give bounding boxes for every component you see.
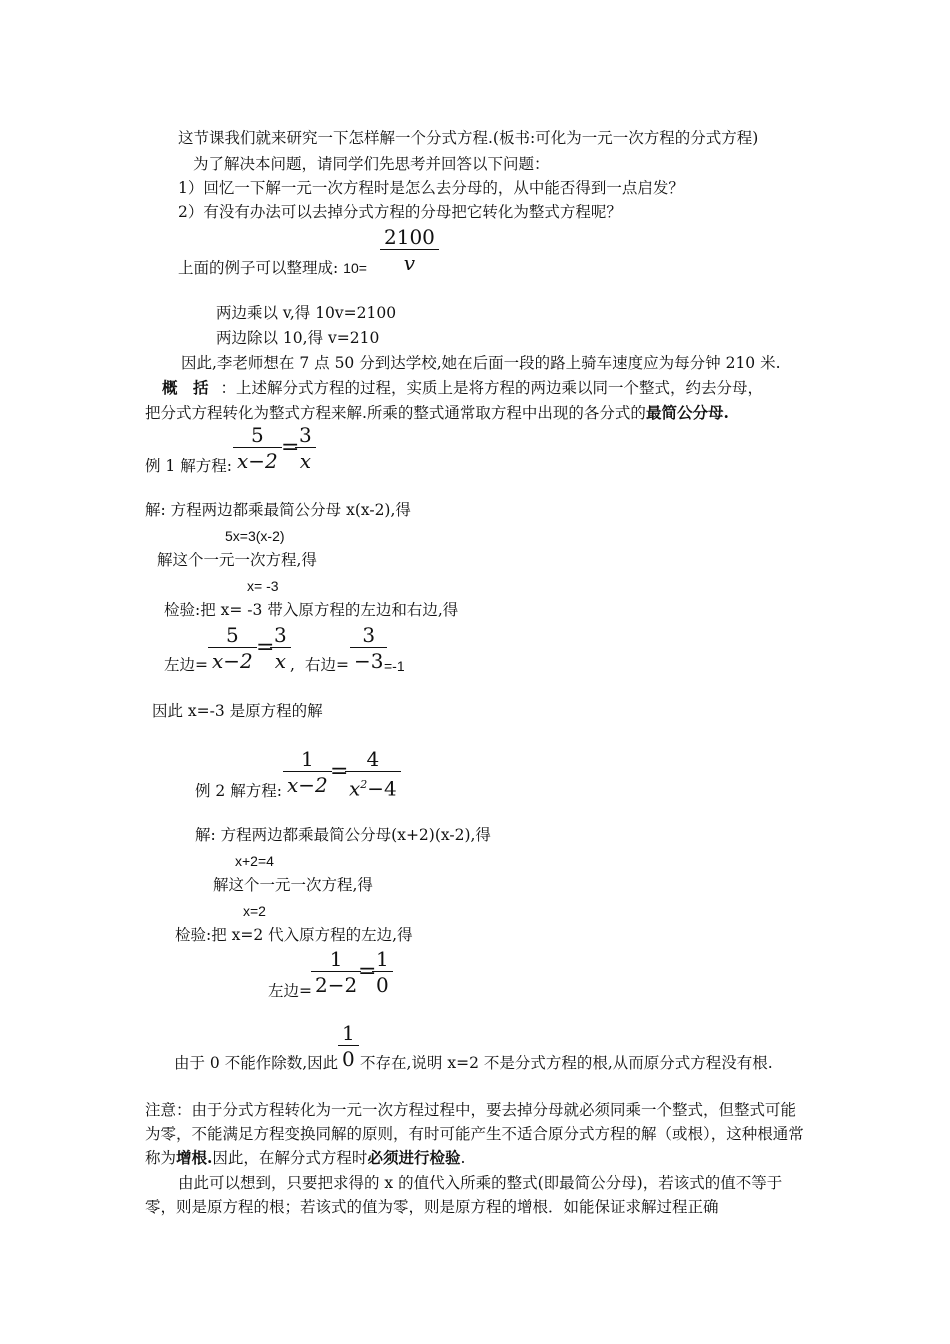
ex1-rhs-bar	[295, 447, 316, 448]
ex1-right-den: −3	[354, 649, 384, 673]
speed-conclusion: 因此,李老师想在 7 点 50 分到达学校,她在后面一段的路上骑车速度应为每分钟 210 米.	[181, 354, 781, 372]
ex1-left-label: 左边=	[164, 656, 208, 674]
note-text-c: .	[460, 1149, 466, 1167]
summary-bold: 最简公分母.	[645, 403, 729, 422]
rearrange-lhs: 10=	[343, 260, 367, 276]
ex2-lhs-den: x−2	[287, 773, 328, 797]
ex2-check-equals: =	[358, 959, 377, 984]
ex1-right-fraction	[350, 624, 387, 672]
summary-line-2	[145, 403, 729, 423]
note-paragraph	[145, 1098, 805, 1170]
ex1-rhs-num: 3	[299, 423, 312, 447]
ex1-conclusion: 因此 x=-3 是原方程的解	[152, 702, 323, 720]
ex2-reason-den: 0	[342, 1047, 355, 1071]
ex2-lhs-bar	[283, 771, 332, 772]
intro-line-2: 为了解决本问题，请同学们先思考并回答以下问题：	[193, 155, 550, 173]
ex2-equation: x+2=4	[235, 853, 274, 869]
ex1-lhs-fraction	[233, 424, 282, 472]
ex1-check-rhs-fraction	[270, 624, 291, 672]
ex1-lhs-bar	[233, 447, 282, 448]
ex2-rhs-den-base: x	[349, 776, 361, 801]
ex1-check-lhs-fraction	[208, 624, 257, 672]
ex1-lhs-num: 5	[251, 423, 264, 447]
ex2-check-rhs-num: 1	[376, 947, 389, 971]
ex1-solution-intro: 解: 方程两边都乘最简公分母 x(x-2),得	[145, 501, 411, 519]
ex2-left-label: 左边=	[268, 982, 312, 1000]
ex1-check-text: 检验:把 x= -3 带入原方程的左边和右边,得	[164, 601, 459, 619]
step-multiply-text: 两边乘以 v,得 10v=2100	[216, 304, 397, 322]
ex2-rhs-den	[345, 774, 401, 800]
fraction-numerator: 2100	[384, 225, 435, 249]
intro-line-1: 这节课我们就来研究一下怎样解一个分式方程.(板书:可化为一元一次方程的分式方程)	[178, 129, 759, 147]
question-1: 1）回忆一下解一元一次方程时是怎么去分母的，从中能否得到一点启发？	[178, 179, 684, 197]
fraction-bar	[380, 249, 439, 250]
note-text-b: 因此，在解分式方程时	[212, 1149, 368, 1167]
note-bold-zenggen: 增根.	[176, 1148, 213, 1167]
ex2-check-fraction	[311, 948, 361, 996]
rearrange-label-text: 上面的例子可以整理成:	[178, 259, 339, 277]
ex2-rhs-den-exp: 2	[360, 778, 368, 791]
ex2-check-text: 检验:把 x=2 代入原方程的左边,得	[175, 926, 413, 944]
ex2-rhs-num: 4	[366, 747, 380, 771]
ex1-check-rhs-num: 3	[274, 623, 287, 647]
ex2-check-rhs-den: 0	[376, 973, 389, 997]
ex1-rhs-fraction	[295, 424, 316, 472]
ex1-equation: 5x=3(x-2)	[225, 528, 285, 544]
fraction-2100-over-v	[380, 226, 439, 274]
ex2-rhs-den-rest: −4	[367, 776, 397, 801]
ex2-reason-fraction	[338, 1022, 359, 1070]
ex1-lhs-den: x−2	[237, 449, 278, 473]
ex2-reason-bar	[338, 1045, 359, 1046]
ex2-check-bar	[311, 971, 361, 972]
question-2: 2）有没有办法可以去掉分式方程的分母把它转化为整式方程呢？	[178, 203, 622, 221]
ex1-check-lhs-num: 5	[226, 623, 239, 647]
example-2-label: 例 2 解方程:	[195, 782, 282, 800]
ex1-x-value: x= -3	[247, 578, 279, 594]
note-bold-check: 必须进行检验	[367, 1148, 461, 1167]
ex1-right-value: =-1	[384, 658, 405, 674]
ex1-check-lhs-den: x−2	[212, 649, 253, 673]
ex2-check-num: 1	[329, 947, 343, 971]
ex2-solve-text: 解这个一元一次方程,得	[213, 876, 373, 894]
ex1-right-num: 3	[362, 623, 376, 647]
step-divide-text: 两边除以 10,得 v=210	[216, 329, 380, 347]
example-1-label: 例 1 解方程:	[145, 457, 232, 475]
ex2-lhs-fraction	[283, 748, 332, 796]
ex2-check-den: 2−2	[315, 973, 358, 997]
fraction-denominator: v	[403, 251, 416, 275]
ex1-check-lhs-bar	[208, 647, 257, 648]
ex2-x-value: x=2	[243, 903, 266, 919]
ex2-solution-intro: 解: 方程两边都乘最简公分母(x+2)(x-2),得	[195, 826, 491, 844]
ex1-check-equals: =	[256, 635, 275, 660]
ex2-equals-sign: =	[330, 759, 349, 784]
ex1-check-rhs-bar	[270, 647, 291, 648]
ex1-rhs-den: x	[299, 449, 311, 473]
summary-heading: 概 括	[162, 378, 209, 397]
ex1-solve-text: 解这个一元一次方程,得	[157, 551, 317, 569]
note-text-a: 注意：由于分式方程转化为一元一次方程过程中，要去掉分母就必须同乘一个整式，但整式可能为零，不能满足方程变换同解的原则，有时可能产生不适合原分式方程的解（或根），这种根通常称为	[145, 1101, 804, 1167]
summary-text-2: 把分式方程转化为整式方程来解.所乘的整式通常取方程中出现的各分式的	[145, 404, 646, 422]
step-multiply	[216, 303, 396, 323]
ex2-reason-pre: 由于 0 不能作除数,因此	[174, 1054, 339, 1072]
ex1-check-rhs-den: x	[274, 649, 286, 673]
ex2-reason-post: 不存在,说明 x=2 不是分式方程的根,从而原分式方程没有根.	[360, 1054, 773, 1072]
final-paragraph: 由此可以想到，只要把求得的 x 的值代入所乘的整式(即最简公分母)，若该式的值不等于零，则是原方程的根；若该式的值为零，则是原方程的增根．如能保证求解过程正确	[145, 1174, 783, 1216]
ex2-check-rhs-bar	[372, 971, 393, 972]
ex1-comma: ,	[290, 656, 295, 674]
summary-line-1	[162, 378, 763, 398]
ex2-lhs-num: 1	[301, 747, 314, 771]
ex1-right-label: 右边=	[305, 656, 349, 674]
summary-text-1: ：上述解分式方程的过程，实质上是将方程的两边乘以同一个整式，约去分母，	[220, 379, 764, 397]
step-divide	[216, 328, 379, 348]
rearrange-label	[178, 258, 367, 278]
ex2-rhs-fraction	[345, 748, 401, 800]
ex2-check-rhs-fraction	[372, 948, 393, 996]
ex1-right-bar	[350, 647, 387, 648]
ex2-reason-num: 1	[342, 1021, 355, 1045]
ex1-equals-sign: =	[281, 435, 300, 460]
ex2-rhs-bar	[345, 771, 401, 772]
